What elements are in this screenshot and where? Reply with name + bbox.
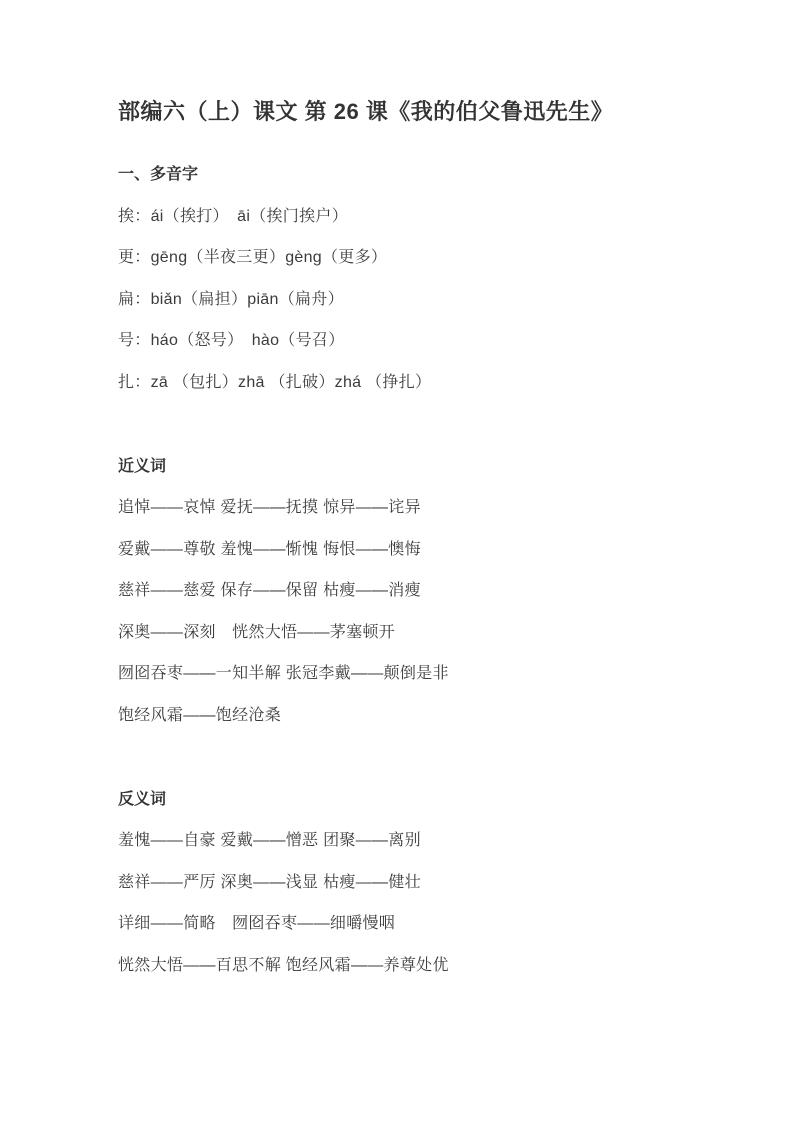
section-heading-synonyms: 近义词 [118, 457, 167, 475]
text-line: 号：háo（怒号） hào（号召） [118, 332, 345, 349]
section-polyphonic-characters [118, 164, 675, 394]
text-line: 更：gēng（半夜三更）gèng（更多） [118, 249, 388, 266]
text-line: 详细——简略 囫囵吞枣——细嚼慢咽 [118, 915, 396, 932]
text-line: 羞愧——自豪 爱戴——憎恶 团聚——离别 [118, 832, 421, 849]
text-line: 追悼——哀悼 爱抚——抚摸 惊异——诧异 [118, 499, 421, 516]
doc-title: 部编六（上）课文 第 26 课《我的伯父鲁迅先生》 [118, 99, 614, 124]
text-line: 爱戴——尊敬 羞愧——惭愧 悔恨——懊悔 [118, 540, 421, 558]
text-line: 慈祥——慈爱 保存——保留 枯瘦——消瘦 [118, 582, 421, 599]
text-line: 饱经风霜——饱经沧桑 [118, 706, 282, 724]
text-line: 挨：ái（挨打） āi（挨门挨户） [118, 207, 349, 225]
text-line: 深奥——深刻 恍然大悟——茅塞顿开 [118, 623, 396, 641]
section-synonyms [118, 456, 675, 727]
section-heading-antonyms: 反义词 [118, 790, 167, 808]
section-antonyms [118, 789, 675, 977]
section-heading-polyphonic: 一、多音字 [118, 166, 199, 183]
text-line: 扁：biǎn（扁担）piān（扁舟） [118, 290, 344, 308]
text-line: 扎：zā （包扎）zhā （扎破）zhá （挣扎） [118, 373, 432, 391]
text-line: 慈祥——严厉 深奥——浅显 枯瘦——健壮 [118, 873, 421, 891]
text-line: 囫囵吞枣——一知半解 张冠李戴——颠倒是非 [118, 665, 449, 682]
text-line: 恍然大悟——百思不解 饱经风霜——养尊处优 [118, 956, 449, 974]
